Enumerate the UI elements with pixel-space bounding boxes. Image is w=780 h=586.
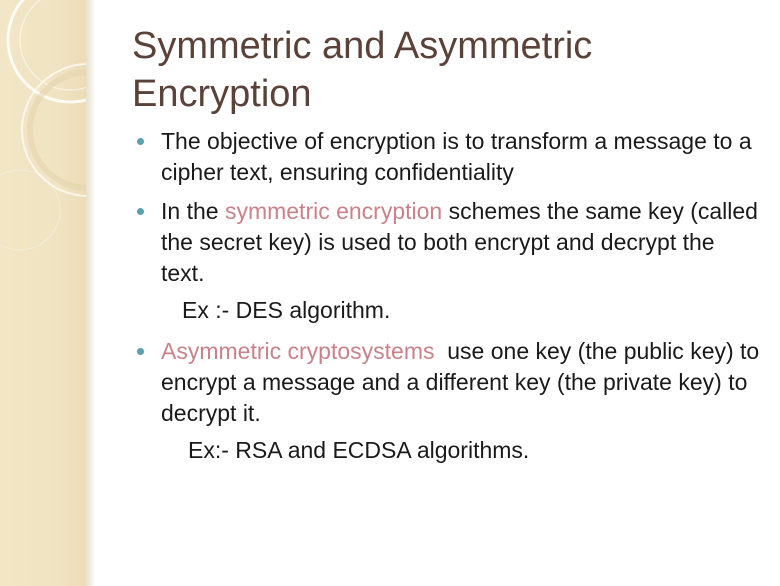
bullet-text-after: schemes the same key (called the secret key) is used to both encrypt and decrypt the text. [161, 198, 758, 286]
bullet-item-objective [134, 126, 764, 188]
slide-title-line-1: Symmetric and Asymmetric [132, 25, 593, 67]
bullet-dot-icon [137, 208, 144, 215]
bullet-text: The objective of encryption is to transform a message to a cipher text, ensuring confidentiality [161, 128, 752, 185]
bullet-dot-icon [137, 348, 144, 355]
bullet-text-before: In the [161, 198, 225, 224]
side-band-shadow [86, 0, 96, 586]
highlight-asymmetric-cryptosystems: Asymmetric cryptosystems [161, 338, 435, 364]
bullet-item-asymmetric [134, 336, 764, 429]
slide-title [132, 22, 752, 118]
bullet-dot-icon [137, 138, 144, 145]
slide-title-line-2: Encryption [132, 73, 312, 115]
bullet-item-symmetric [134, 196, 764, 289]
highlight-symmetric-encryption: symmetric encryption [224, 198, 443, 224]
decorative-circles-graphic [0, 0, 86, 586]
bullet-text-after: use one key (the public key) to encrypt a message and a different key (the private key) to decrypt it. [161, 338, 766, 426]
example-rsa-ecdsa: Ex:- RSA and ECDSA algorithms. [188, 437, 530, 463]
example-des: Ex :- DES algorithm. [182, 297, 391, 323]
slide-body [134, 126, 764, 466]
decorative-side-band [0, 0, 86, 586]
